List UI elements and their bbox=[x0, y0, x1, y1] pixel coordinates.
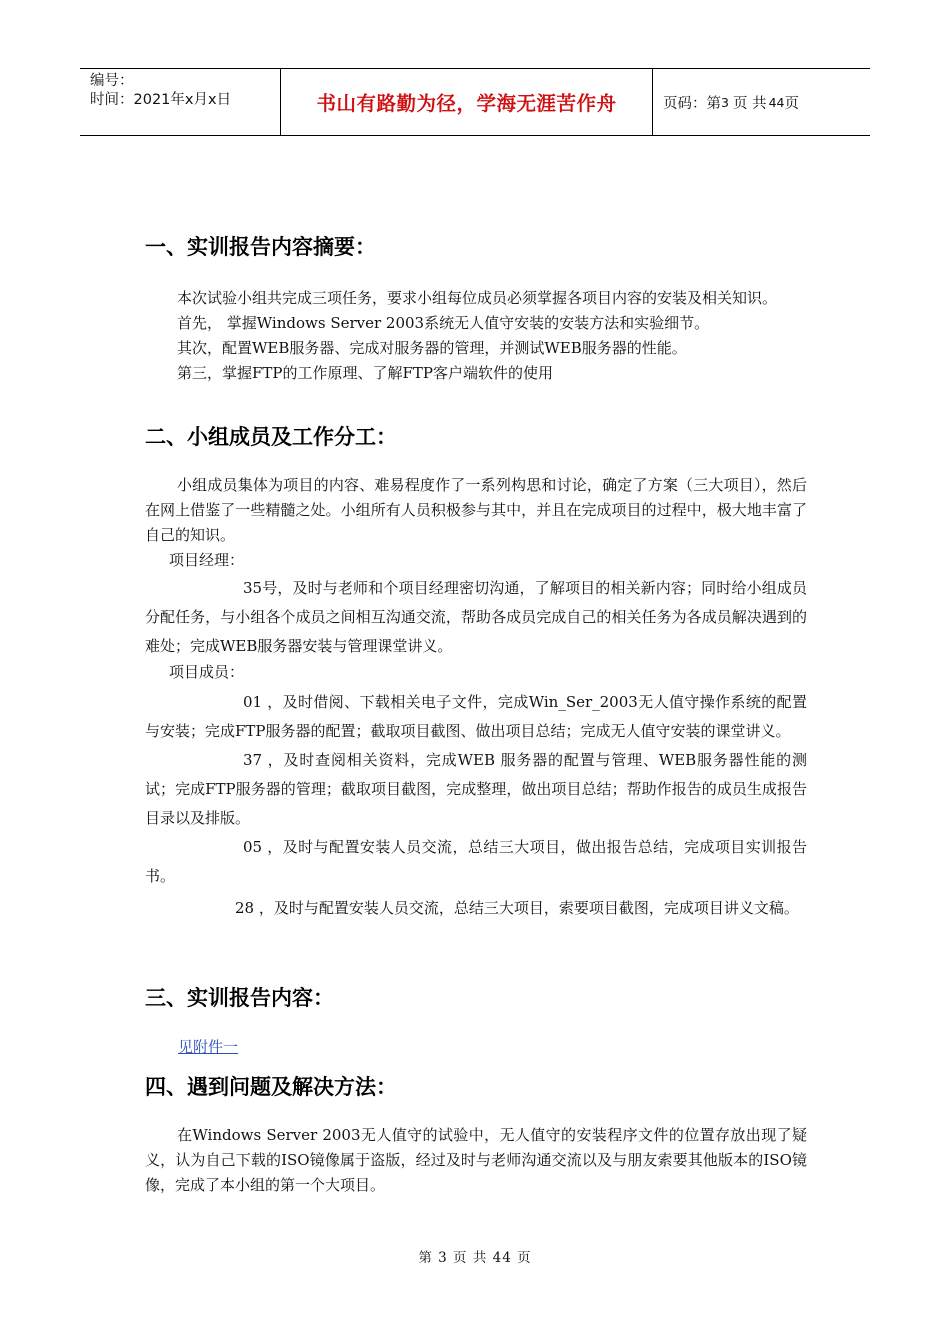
project-manager-duties bbox=[145, 574, 807, 661]
page-header bbox=[80, 68, 870, 136]
section-3-body bbox=[145, 1035, 807, 1060]
page-number: 3 bbox=[721, 94, 729, 110]
section-1-paragraph: 首先， 掌握Windows Server 2003系统无人值守安装的安装方法和实验细节。 bbox=[177, 314, 710, 332]
section-1-body bbox=[145, 286, 807, 386]
section-2-intro bbox=[145, 473, 807, 573]
section-2-title: 二、小组成员及工作分工： bbox=[145, 425, 397, 449]
project-members-label-wrap bbox=[145, 660, 807, 685]
page-total: 44 bbox=[768, 94, 785, 110]
member-duty: 28 ，及时与配置安装人员交流，总结三大项目，索要项目截图，完成项目讲义文稿。 bbox=[235, 899, 799, 917]
member-duty: 05 ，及时与配置安装人员交流，总结三大项目，做出报告总结，完成项目实训报告书。 bbox=[145, 838, 807, 885]
project-members-label: 项目成员： bbox=[169, 663, 245, 681]
section-4-paragraph: 在Windows Server 2003无人值守的试验中，无人值守的安装程序文件的位置存放出现了疑义，认为自己下载的ISO镜像属于盗版，经过及时与老师沟通交流以及与朋友索要其他版本的ISO镜像，完成了本小组的第一个大项目。 bbox=[145, 1126, 807, 1194]
section-2-paragraph: 小组成员集体为项目的内容、难易程度作了一系列构思和讨论，确定了方案（三大项目），然后在网上借鉴了一些精髓之处。小组所有人员积极参与其中，并且在完成项目的过程中，极大地丰富了自己的知识。 bbox=[145, 476, 807, 544]
page-prefix: 页码：第 bbox=[663, 95, 721, 112]
section-4-title: 四、遇到问题及解决方法： bbox=[145, 1075, 397, 1099]
project-manager-text: 35号，及时与老师和个项目经理密切沟通，了解项目的相关新内容；同时给小组成员分配任务，与小组各个成员之间相互沟通交流，帮助各成员完成自己的相关任务为各成员解决遇到的难处；完成WEB服务器安装与管理课堂讲义。 bbox=[145, 579, 807, 655]
section-1-title: 一、实训报告内容摘要： bbox=[145, 235, 376, 259]
section-1-paragraph: 第三，掌握FTP的工作原理、了解FTP客户端软件的使用 bbox=[177, 364, 554, 382]
page-footer: 第 3 页 共 44 页 bbox=[418, 1250, 532, 1266]
member-duty: 37 ，及时查阅相关资料，完成WEB 服务器的配置与管理、WEB服务器性能的测试；完成FTP服务器的管理；截取项目截图，完成整理，做出项目总结；帮助作报告的成员生成报告目录以及排版。 bbox=[145, 751, 807, 827]
document-number-label: 编号： bbox=[90, 73, 134, 89]
project-members-duties bbox=[145, 688, 807, 923]
appendix-link[interactable]: 见附件一 bbox=[178, 1038, 239, 1056]
header-meta bbox=[80, 69, 281, 135]
header-motto: 书山有路勤为径，学海无涯苦作舟 bbox=[281, 69, 653, 135]
section-1-paragraph: 本次试验小组共完成三项任务，要求小组每位成员必须掌握各项目内容的安装及相关知识。 bbox=[177, 289, 778, 307]
page-mid: 页 共 bbox=[732, 95, 767, 112]
section-3-title: 三、实训报告内容： bbox=[145, 986, 334, 1010]
page-suffix: 页 bbox=[784, 95, 799, 112]
header-page-info bbox=[653, 69, 870, 135]
project-manager-label: 项目经理： bbox=[169, 551, 245, 569]
member-duty: 01 ，及时借阅、下载相关电子文件，完成Win_Ser_2003无人值守操作系统的配置与安装；完成FTP服务器的配置；截取项目截图、做出项目总结；完成无人值守安装的课堂讲义。 bbox=[145, 693, 807, 740]
document-date: 时间：2021年x月x日 bbox=[90, 92, 232, 108]
section-4-body bbox=[145, 1123, 807, 1198]
section-1-paragraph: 其次，配置WEB服务器、完成对服务器的管理，并测试WEB服务器的性能。 bbox=[177, 339, 687, 357]
